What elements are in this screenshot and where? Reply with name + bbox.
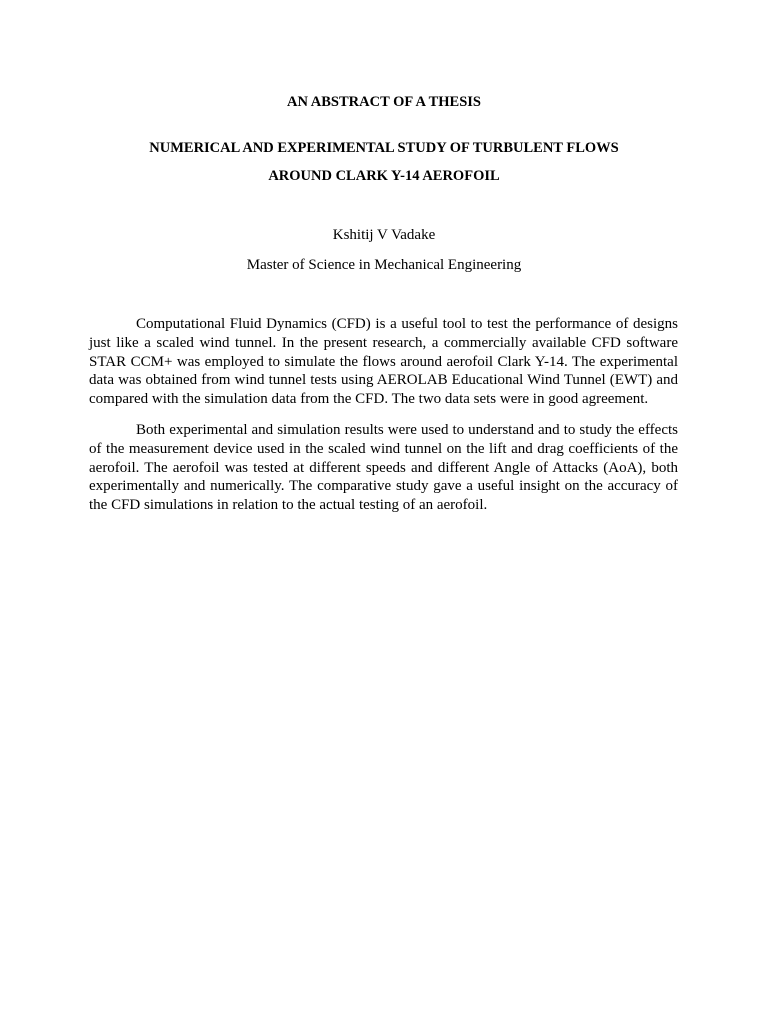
- thesis-title-line-2: AROUND CLARK Y-14 AEROFOIL: [268, 168, 500, 184]
- author-name: Kshitij V Vadake: [332, 227, 436, 243]
- abstract-paragraph-2: Both experimental and simulation results were used to understand and to study the effects of the measurement device used in the scaled wind tunnel on the lift and drag coefficients of the aerofoil. The aerofoil was tested at different speeds and different Angle of Attacks (AoA), both experimentally and numerically. The comparative study gave a useful insight on the accuracy of the CFD simulations in relation to the actual testing of an aerofoil.: [89, 422, 678, 514]
- degree-name: Master of Science in Mechanical Engineering: [246, 257, 522, 273]
- thesis-title-line-1: NUMERICAL AND EXPERIMENTAL STUDY OF TURBULENT FLOWS: [149, 140, 619, 156]
- abstract-paragraph-1: Computational Fluid Dynamics (CFD) is a useful tool to test the performance of designs just like a scaled wind tunnel. In the present research, a commercially available CFD software STAR CCM+ was employed to simulate the flows around aerofoil Clark Y-14. The experimental data was obtained from wind tunnel tests using AEROLAB Educational Wind Tunnel (EWT) and compared with the simulation data from the CFD. The two data sets were in good agreement.: [89, 316, 678, 408]
- abstract-heading: AN ABSTRACT OF A THESIS: [287, 94, 481, 110]
